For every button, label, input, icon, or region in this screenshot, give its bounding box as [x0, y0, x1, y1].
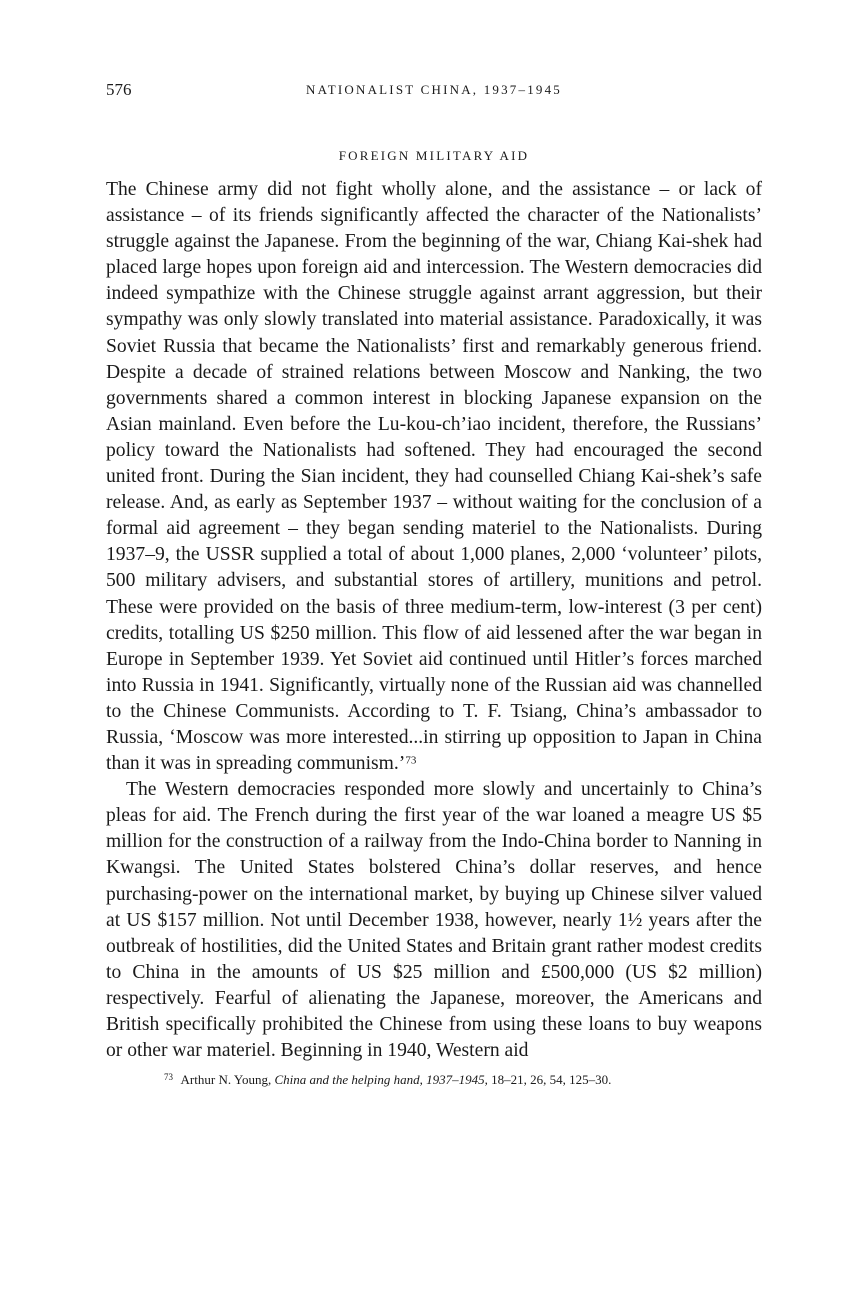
footnote-author: Arthur N. Young, — [180, 1072, 272, 1088]
running-head — [106, 80, 762, 106]
paragraph-2-text: The Western democracies responded more slowly and uncertainly to China’s pleas for aid. The French during the first year of the war loaned a meagre US $5 million for the construction of a railway from the Indo-China border to Nanning in Kwangsi. The United States bolstered China’s dollar reserves, and hence purchasing-power on the international market, by buying up Chinese silver valued at US $157 million. Not until December 1938, however, nearly 1½ years after the outbreak of hostilities, did the United States and Britain grant rather modest credits to China in the amounts of US $25 million and £500,000 (US $2 million) respectively. Fearful of alienating the Japanese, moreover, the Americans and British specifically prohibited the Chinese from using these loans to buy weapons or other war materiel. Beginning in 1940, Western aid — [106, 779, 762, 1062]
footnote — [106, 1068, 762, 1089]
paragraph-1-text: The Chinese army did not fight wholly alone, and the assistance – or lack of assistance – of its friends significantly affected the character of the Nationalists’ struggle against the Japanese. From the beginning of the war, Chiang Kai-shek had placed large hopes upon foreign aid and intercession. The Western democracies did indeed sympathize with the Chinese struggle against arrant aggression, but their sympathy was only slowly translated into material assistance. Paradoxically, it was Soviet Russia that became the Nationalists’ first and remarkably generous friend. Despite a decade of strained relations between Moscow and Nanking, the two governments shared a common interest in blocking Japanese expansion on the Asian mainland. Even before the Lu-kou-ch’iao incident, therefore, the Russians’ policy toward the Nationalists had softened. They had encouraged the second united front. During the Sian incident, they had counselled Chiang Kai-shek’s safe release. And, as early as September 1937 – without waiting for the conclusion of a formal aid agreement – they began sending materiel to the Nationalists. During 1937–9, the USSR supplied a total of about 1,000 planes, 2,000 ‘volunteer’ pilots, 500 military advisers, and substantial stores of artillery, munitions and petrol. These were provided on the basis of three medium-term, low-interest (3 per cent) credits, totalling US $250 million. This flow of aid lessened after the war began in Europe in September 1939. Yet Soviet aid continued until Hitler’s forces marched into Russia in 1941. Significantly, virtually none of the Russian aid was channelled to the Chinese Communists. According to T. F. Tsiang, China’s ambassador to Russia, ‘Moscow was more interested...in stirring up opposition to Japan in China than it was in spreading communism.’ — [106, 179, 762, 775]
page-number: 576 — [106, 80, 132, 99]
book-page — [106, 80, 762, 1089]
footnote-title: China and the helping hand, 1937–1945, — [274, 1072, 488, 1088]
body-text — [106, 177, 762, 1064]
paragraph-1 — [106, 177, 762, 777]
footnote-pages: 18–21, 26, 54, 125–30. — [491, 1072, 612, 1088]
section-title: FOREIGN MILITARY AID — [338, 148, 530, 163]
paragraph-2 — [106, 777, 762, 1064]
running-title: NATIONALIST CHINA, 1937–1945 — [306, 82, 562, 97]
footnote-reference[interactable]: 73 — [405, 754, 417, 767]
footnote-number: 73 — [164, 1072, 173, 1083]
